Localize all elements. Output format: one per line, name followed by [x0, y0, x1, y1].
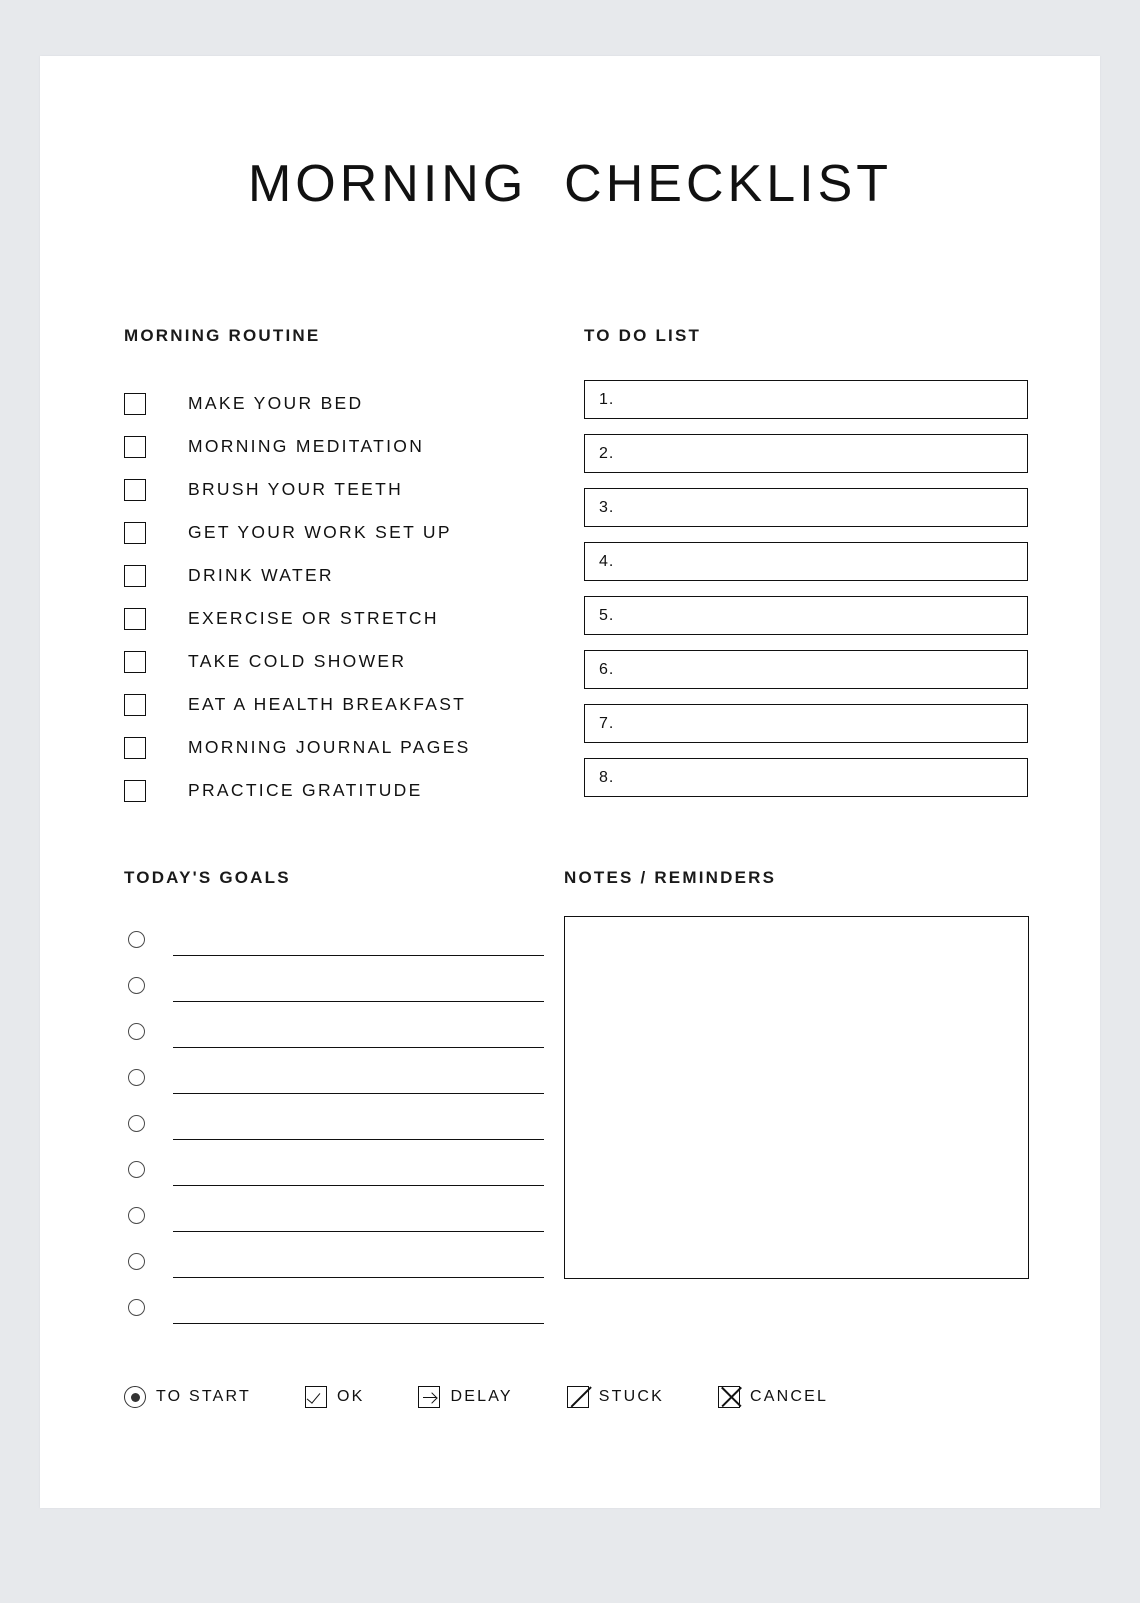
morning-routine-section: [124, 326, 544, 812]
radio-circle-icon[interactable]: [128, 1115, 145, 1132]
goal-write-line[interactable]: [173, 1231, 544, 1232]
page-title: MORNING CHECKLIST: [247, 155, 893, 213]
goal-row[interactable]: [124, 1008, 544, 1054]
routine-item-label: TAKE COLD SHOWER: [188, 651, 407, 671]
radio-circle-icon[interactable]: [128, 1253, 145, 1270]
todo-row[interactable]: [584, 758, 1028, 797]
todo-row-number: 7.: [599, 714, 615, 732]
morning-routine-list: [124, 382, 544, 812]
goal-row[interactable]: [124, 1146, 544, 1192]
routine-item[interactable]: [124, 511, 544, 554]
checkbox-icon[interactable]: [124, 436, 146, 458]
goal-row[interactable]: [124, 1284, 544, 1330]
todo-row-number: 1.: [599, 390, 615, 408]
goal-write-line[interactable]: [173, 1047, 544, 1048]
todo-list-heading: TO DO LIST: [584, 326, 702, 345]
crossed-box-icon: [718, 1386, 740, 1408]
checkbox-icon[interactable]: [124, 651, 146, 673]
routine-item-label: MAKE YOUR BED: [188, 393, 364, 413]
checklist-page: [40, 56, 1100, 1508]
todo-list: [584, 380, 1028, 797]
routine-item[interactable]: [124, 382, 544, 425]
goal-write-line[interactable]: [173, 1277, 544, 1278]
legend-label: CANCEL: [750, 1388, 829, 1405]
legend-label: OK: [336, 1388, 365, 1405]
goal-row[interactable]: [124, 1054, 544, 1100]
todo-row[interactable]: [584, 434, 1028, 473]
notes-reminders-section: [564, 868, 1029, 1279]
routine-item[interactable]: [124, 683, 544, 726]
routine-item[interactable]: [124, 726, 544, 769]
routine-item[interactable]: [124, 769, 544, 812]
todo-row[interactable]: [584, 650, 1028, 689]
radio-circle-icon[interactable]: [128, 1069, 145, 1086]
radio-circle-icon[interactable]: [128, 1023, 145, 1040]
todo-row[interactable]: [584, 596, 1028, 635]
goals-list: [124, 916, 544, 1330]
goal-row[interactable]: [124, 916, 544, 962]
todo-list-section: [584, 326, 1028, 812]
routine-item-label: DRINK WATER: [188, 565, 334, 585]
notes-textarea[interactable]: [564, 916, 1029, 1279]
legend-item-ok: [305, 1386, 365, 1408]
goal-row[interactable]: [124, 1238, 544, 1284]
todo-row[interactable]: [584, 380, 1028, 419]
todo-row-number: 3.: [599, 498, 615, 516]
goal-write-line[interactable]: [173, 1323, 544, 1324]
radio-circle-icon[interactable]: [128, 977, 145, 994]
goal-row[interactable]: [124, 962, 544, 1008]
radio-circle-icon[interactable]: [128, 1207, 145, 1224]
todays-goals-heading: TODAY'S GOALS: [124, 868, 291, 887]
routine-item-label: PRACTICE GRATITUDE: [188, 780, 423, 800]
routine-item[interactable]: [124, 425, 544, 468]
checkbox-icon[interactable]: [124, 608, 146, 630]
legend-item-to-start: [124, 1386, 251, 1408]
todo-row[interactable]: [584, 488, 1028, 527]
legend-label: STUCK: [598, 1388, 664, 1405]
routine-item[interactable]: [124, 468, 544, 511]
checkbox-icon[interactable]: [124, 393, 146, 415]
todo-row[interactable]: [584, 542, 1028, 581]
todo-row-number: 6.: [599, 660, 615, 678]
goal-row[interactable]: [124, 1100, 544, 1146]
checkbox-icon[interactable]: [124, 737, 146, 759]
routine-item-label: GET YOUR WORK SET UP: [188, 522, 452, 542]
goal-write-line[interactable]: [173, 1001, 544, 1002]
todo-row-number: 4.: [599, 552, 615, 570]
morning-routine-heading: MORNING ROUTINE: [124, 326, 321, 345]
legend-item-delay: [418, 1386, 512, 1408]
todays-goals-section: [124, 868, 544, 1330]
checkbox-icon[interactable]: [124, 479, 146, 501]
radio-circle-icon[interactable]: [128, 1161, 145, 1178]
routine-item[interactable]: [124, 554, 544, 597]
todo-row-number: 5.: [599, 606, 615, 624]
routine-item-label: BRUSH YOUR TEETH: [188, 479, 404, 499]
routine-item-label: EAT A HEALTH BREAKFAST: [188, 694, 467, 714]
content-columns: [40, 56, 1100, 1508]
routine-item[interactable]: [124, 597, 544, 640]
legend-item-stuck: [567, 1386, 664, 1408]
goal-row[interactable]: [124, 1192, 544, 1238]
routine-item-label: EXERCISE OR STRETCH: [188, 608, 439, 628]
radio-circle-icon[interactable]: [128, 931, 145, 948]
legend-item-cancel: [718, 1386, 828, 1408]
legend-label: TO START: [156, 1388, 251, 1405]
notes-reminders-heading: NOTES / REMINDERS: [564, 868, 777, 887]
goal-write-line[interactable]: [173, 1185, 544, 1186]
radio-circle-icon[interactable]: [128, 1299, 145, 1316]
slashed-box-icon: [567, 1386, 589, 1408]
routine-item-label: MORNING MEDITATION: [188, 436, 425, 456]
legend-label: DELAY: [450, 1388, 513, 1405]
routine-item[interactable]: [124, 640, 544, 683]
checkbox-icon[interactable]: [124, 780, 146, 802]
filled-circle-icon: [124, 1386, 146, 1408]
arrow-box-icon: [418, 1386, 440, 1408]
goal-write-line[interactable]: [173, 1093, 544, 1094]
todo-row-number: 2.: [599, 444, 615, 462]
goal-write-line[interactable]: [173, 955, 544, 956]
checkbox-icon[interactable]: [124, 565, 146, 587]
todo-row[interactable]: [584, 704, 1028, 743]
checked-box-icon: [305, 1386, 327, 1408]
routine-item-label: MORNING JOURNAL PAGES: [188, 737, 471, 757]
status-legend: [124, 1386, 1024, 1408]
checkbox-icon[interactable]: [124, 522, 146, 544]
goal-write-line[interactable]: [173, 1139, 544, 1140]
todo-row-number: 8.: [599, 768, 615, 786]
checkbox-icon[interactable]: [124, 694, 146, 716]
